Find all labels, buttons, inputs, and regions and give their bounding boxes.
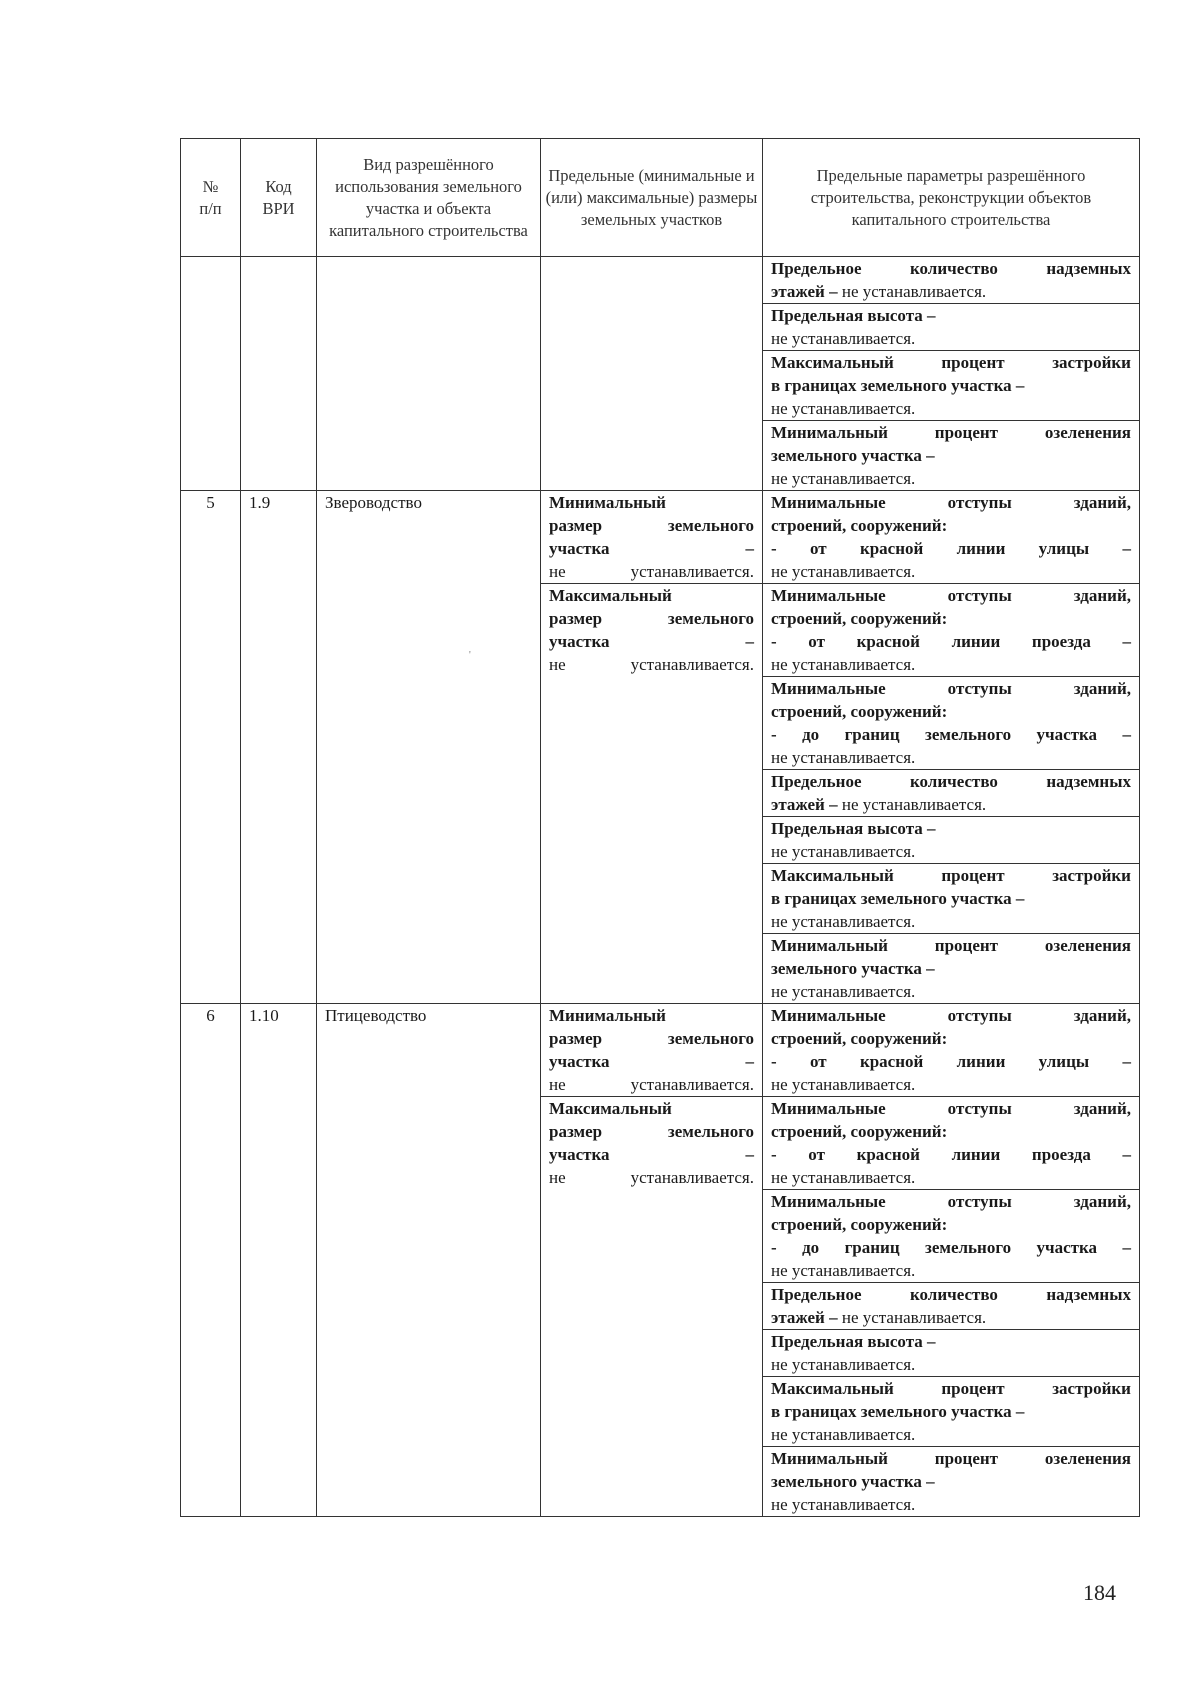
param-offsets-street: Минимальные отступы зданий, строений, сооружений: - от красной линии улицы – не устанавливается. xyxy=(763,1004,1140,1097)
cell-max-size: Максимальный размер земельного участка – не устанавливается. xyxy=(541,584,763,1004)
cell-min-size: Минимальный размер земельного участка – не устанавливается. xyxy=(541,1004,763,1097)
param-floors: Предельное количество надземных этажей – не устанавливается. xyxy=(763,770,1140,817)
param-offsets-passage: Минимальные отступы зданий, строений, сооружений: - от красной линии проезда – не устанавливается. xyxy=(763,584,1140,677)
param-height: Предельная высота – не устанавливается. xyxy=(763,817,1140,864)
cell-number: 5 xyxy=(181,491,241,1004)
param-offsets-border: Минимальные отступы зданий, строений, сооружений: - до границ земельного участка – не устанавливается. xyxy=(763,1190,1140,1283)
cell-use-name: Звероводство xyxy=(317,491,541,1004)
table-row xyxy=(181,1004,1140,1097)
param-offsets-street: Минимальные отступы зданий, строений, сооружений: - от красной линии улицы – не устанавливается. xyxy=(763,491,1140,584)
header-code: Код ВРИ xyxy=(241,139,317,257)
page-number: 184 xyxy=(1083,1580,1116,1605)
zoning-parameters-table xyxy=(180,138,1140,1517)
param-height: Предельная высота – не устанавливается. xyxy=(763,304,1140,351)
param-floors: Предельное количество надземных этажей – не устанавливается. xyxy=(763,1283,1140,1330)
param-build-percent: Максимальный процент застройки в границах земельного участка – не устанавливается. xyxy=(763,1377,1140,1447)
param-green-percent: Минимальный процент озеленения земельного участка – не устанавливается. xyxy=(763,934,1140,1004)
table-header-row xyxy=(181,139,1140,257)
cell-use-name: Птицеводство xyxy=(317,1004,541,1517)
cell-size-empty xyxy=(541,257,763,491)
cell-code: 1.9 xyxy=(241,491,317,1004)
cell-number-empty xyxy=(181,257,241,491)
header-number: № п/п xyxy=(181,139,241,257)
param-build-percent: Максимальный процент застройки в границах земельного участка – не устанавливается. xyxy=(763,864,1140,934)
cell-name-empty xyxy=(317,257,541,491)
param-green-percent: Минимальный процент озеленения земельного участка – не устанавливается. xyxy=(763,1447,1140,1517)
param-green-percent: Минимальный процент озеленения земельного участка – не устанавливается. xyxy=(763,421,1140,491)
param-height: Предельная высота – не устанавливается. xyxy=(763,1330,1140,1377)
cell-number: 6 xyxy=(181,1004,241,1517)
param-floors: Предельное количество надземных этажей – не устанавливается. xyxy=(763,257,1140,304)
stray-mark: ' xyxy=(469,650,471,661)
header-use-type: Вид разрешённого использования земельного участка и объекта капитального строительства xyxy=(317,139,541,257)
param-offsets-border: Минимальные отступы зданий, строений, сооружений: - до границ земельного участка – не устанавливается. xyxy=(763,677,1140,770)
param-offsets-passage: Минимальные отступы зданий, строений, сооружений: - от красной линии проезда – не устанавливается. xyxy=(763,1097,1140,1190)
header-build-params: Предельные параметры разрешённого строительства, реконструкции объектов капитального строительства xyxy=(763,139,1140,257)
header-plot-sizes: Предельные (минимальные и (или) максимальные) размеры земельных участков xyxy=(541,139,763,257)
cell-min-size: Минимальный размер земельного участка – не устанавливается. xyxy=(541,491,763,584)
cell-code-empty xyxy=(241,257,317,491)
param-build-percent: Максимальный процент застройки в границах земельного участка – не устанавливается. xyxy=(763,351,1140,421)
table-row xyxy=(181,491,1140,584)
cell-code: 1.10 xyxy=(241,1004,317,1517)
table-row xyxy=(181,257,1140,304)
cell-max-size: Максимальный размер земельного участка – не устанавливается. xyxy=(541,1097,763,1517)
